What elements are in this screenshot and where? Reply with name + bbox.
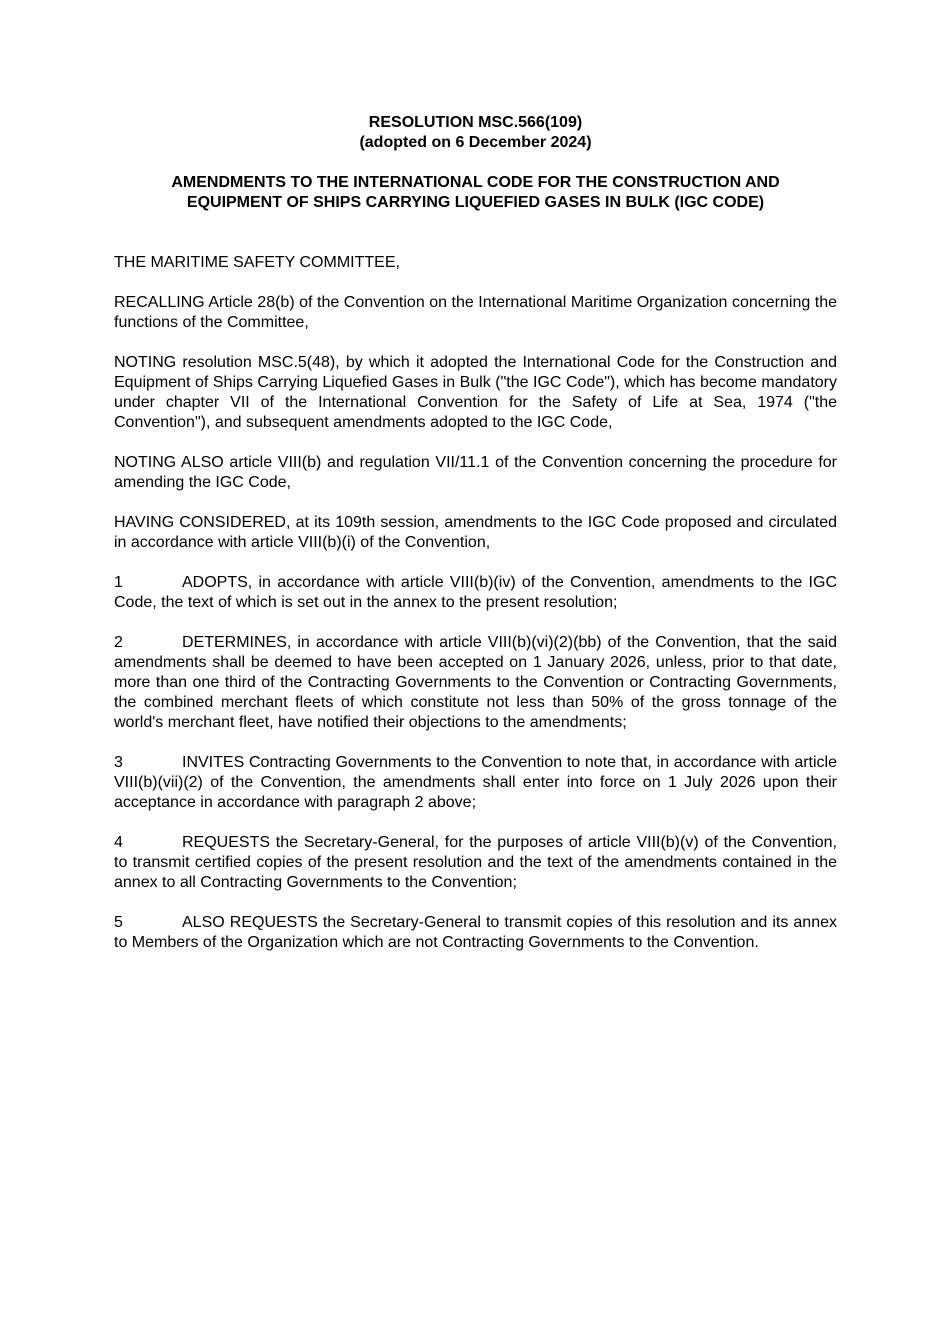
paragraph-text: INVITES Contracting Governments to the Convention to note that, in accordance with article VIII(b)(vii)(2) of the Convention, the amendments shall enter into force on 1 July 2026 upon their acceptance in accordance with paragraph 2 above; [114, 754, 837, 811]
operative-paragraph-4 [114, 833, 837, 893]
operative-paragraph-3 [114, 753, 837, 813]
paragraph-number: 3 [114, 754, 123, 771]
operative-paragraph-2 [114, 633, 837, 733]
paragraph-text: ALSO REQUESTS the Secretary-General to transmit copies of this resolution and its annex to Members of the Organization which are not Contracting Governments to the Convention. [114, 914, 837, 951]
preamble-noting: NOTING resolution MSC.5(48), by which it adopted the International Code for the Construction and Equipment of Ships Carrying Liquefied Gases in Bulk ("the IGC Code"), which has become mandatory under chapter VII of the International Convention for the Safety of Life at Sea, 1974 ("the Convention"), and subsequent amendments adopted to the IGC Code, [114, 354, 837, 431]
preamble-recalling: RECALLING Article 28(b) of the Convention on the International Maritime Organization concerning the functions of the Committee, [114, 294, 837, 331]
paragraph-text: ADOPTS, in accordance with article VIII(b)(iv) of the Convention, amendments to the IGC Code, the text of which is set out in the annex to the present resolution; [114, 574, 837, 611]
preamble-having-considered: HAVING CONSIDERED, at its 109th session, amendments to the IGC Code proposed and circulated in accordance with article VIII(b)(i) of the Convention, [114, 514, 837, 551]
operative-paragraph-1 [114, 573, 837, 613]
paragraph-number: 4 [114, 834, 123, 851]
subject-line-1: AMENDMENTS TO THE INTERNATIONAL CODE FOR THE CONSTRUCTION AND [171, 174, 780, 191]
resolution-title: RESOLUTION MSC.566(109) [368, 114, 583, 131]
committee-name: THE MARITIME SAFETY COMMITTEE, [114, 254, 400, 271]
paragraph-number: 5 [114, 914, 123, 931]
document-page [114, 113, 837, 953]
resolution-subject [114, 173, 837, 213]
paragraph-number: 2 [114, 634, 123, 651]
paragraph-number: 1 [114, 574, 123, 591]
subject-line-2: EQUIPMENT OF SHIPS CARRYING LIQUEFIED GASES IN BULK (IGC CODE) [186, 194, 765, 211]
paragraph-text: DETERMINES, in accordance with article VIII(b)(vi)(2)(bb) of the Convention, that the said amendments shall be deemed to have been accepted on 1 January 2026, unless, prior to that date, more than one third of the Contracting Governments to the Convention or Contracting Governments, the combined merchant fleets of which constitute not less than 50% of the gross tonnage of the world's merchant fleet, have notified their objections to the amendments; [114, 634, 837, 731]
operative-paragraph-5 [114, 913, 837, 953]
adoption-date: (adopted on 6 December 2024) [359, 134, 592, 151]
paragraph-text: REQUESTS the Secretary-General, for the purposes of article VIII(b)(v) of the Convention, to transmit certified copies of the present resolution and the text of the amendments contained in the annex to all Contracting Governments to the Convention; [114, 834, 837, 891]
preamble-noting-also: NOTING ALSO article VIII(b) and regulation VII/11.1 of the Convention concerning the procedure for amending the IGC Code, [114, 454, 837, 491]
resolution-header [114, 113, 837, 153]
